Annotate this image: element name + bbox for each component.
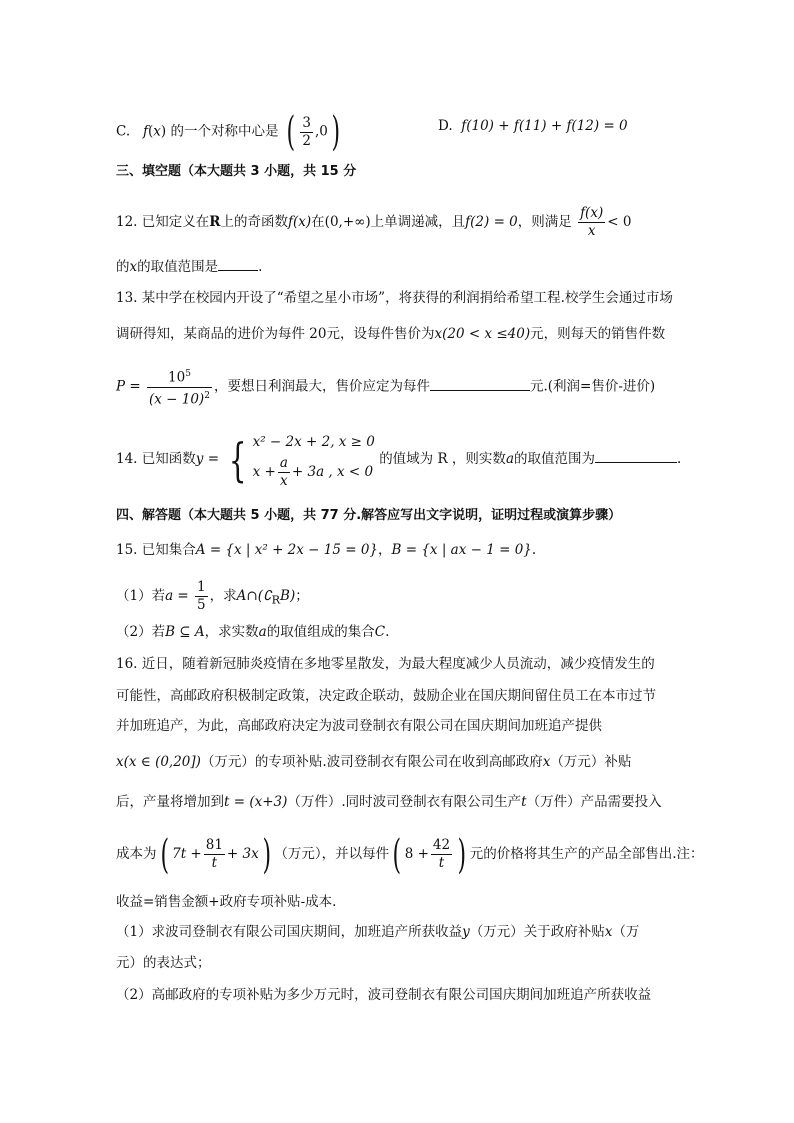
fraction: $\frac{f(x)}{x}$ <box>580 205 604 239</box>
question-16-line6: 成本为( 7t + $\frac{81}{t}$ + 3x) （万元），并以每件( 8 + $\frac{42}{t}$ ) 元的价格将其生产的产品全部售出.注： <box>116 831 704 878</box>
answer-blank[interactable] <box>218 256 258 271</box>
option-d: D. f(10) + f(11) + f(12) = 0 <box>438 118 628 134</box>
question-16-line4: x(x ∈ (0,20])（万元）的专项补贴.波司登制衣有限公司在收到高邮政府x（万元）补贴 <box>116 754 632 770</box>
option-c: C. f(x) 的一个对称中心是 ( $\frac{3}{2}$ ,0) <box>116 109 340 155</box>
question-15: 15. 已知集合A = {x | x² + 2x − 15 = 0}，B = {x | ax − 1 = 0}. <box>116 542 537 558</box>
question-16-line10: （2）高邮政府的专项补贴为多少万元时，波司登制衣有限公司国庆期间加班追产所获收益 <box>116 987 652 1003</box>
question-16-line2: 可能性，高邮政府积极制定政策，决定政企联动，鼓励企业在国庆期间留住员工在本市过节 <box>116 688 656 704</box>
question-15-part1: （1）若a = $\frac{1}{5}$ ，求$A\cap(∁_RB)$； <box>116 579 309 613</box>
question-16-line5: 后，产量将增加到t = (x+3)（万件）.同时波司登制衣有限公司生产t（万件）产品需要投入 <box>116 794 662 810</box>
fraction: $\frac{81}{t}$ <box>205 837 223 871</box>
fraction: $\frac{42}{t}$ <box>432 837 451 871</box>
piecewise-cases: x² − 2x + 2, x ≥ 0 x + $\frac{a}{x}$ + 3a , x < 0 <box>252 434 375 489</box>
question-16-line8: （1）求波司登制衣有限公司国庆期间，加班追产所获收益y（万元）关于政府补贴x（万 <box>116 924 640 940</box>
fraction: $\frac{10^5}{(x - 10)^2}$ <box>147 366 212 408</box>
question-16-line7: 收益=销售金额+政府专项补贴-成本. <box>116 894 337 910</box>
question-12-line2: 的x的取值范围是 . <box>116 256 262 277</box>
question-13-line1: 13. 某中学在校园内开设了“希望之星小市场”，将获得的利润捐给希望工程.校学生会通过市场 <box>116 290 673 306</box>
answer-blank[interactable] <box>595 448 677 463</box>
section-heading-solutions: 四、解答题（本大题共 5 小题，共 77 分.解答应写出文字说明，证明过程或演算步骤） <box>116 508 622 523</box>
question-16-line1: 16. 近日，随着新冠肺炎疫情在多地零星散发，为最大程度减少人员流动，减少疫情发生的 <box>116 656 655 672</box>
section-heading-fill-in: 三、填空题（本大题共 3 小题，共 15 分 <box>116 164 357 179</box>
fraction: $\frac{a}{x}$ <box>279 455 288 489</box>
fraction: $\frac{1}{5}$ <box>197 579 206 613</box>
question-15-part2: （2）若B ⊆ A，求实数a的取值组成的集合C. <box>116 624 390 640</box>
question-16-line9: 元）的表达式； <box>116 955 211 971</box>
question-16-line3: 并加班追产，为此，高邮政府决定为波司登制衣有限公司在国庆期间加班追产提供 <box>116 718 602 734</box>
fraction: $\frac{3}{2}$ <box>302 114 311 149</box>
question-13-line3: P = $\frac{10^5}{(x - 10)^2}$ ，要想日利润最大，售价应定为每件 元.(利润=售价-进价) <box>116 366 655 406</box>
question-14: 14. 已知函数y = { x² − 2x + 2, x ≥ 0 x + $\frac{a}{x}$ + 3a , x < 0 的值域为 R ，则实数a的取值范围为 . <box>116 424 681 494</box>
answer-blank[interactable] <box>430 376 530 391</box>
question-12: 12. 已知定义在R上的奇函数f(x)在(0,+∞)上单调递减，且f(2) = 0，则满足 $\frac{f(x)}{x}$ < 0 <box>116 205 632 239</box>
question-13-line2: 调研得知，某商品的进价为每件 20元，设每件售价为x(20 < x ≤40)元，则每天的销售件数 <box>116 326 666 342</box>
